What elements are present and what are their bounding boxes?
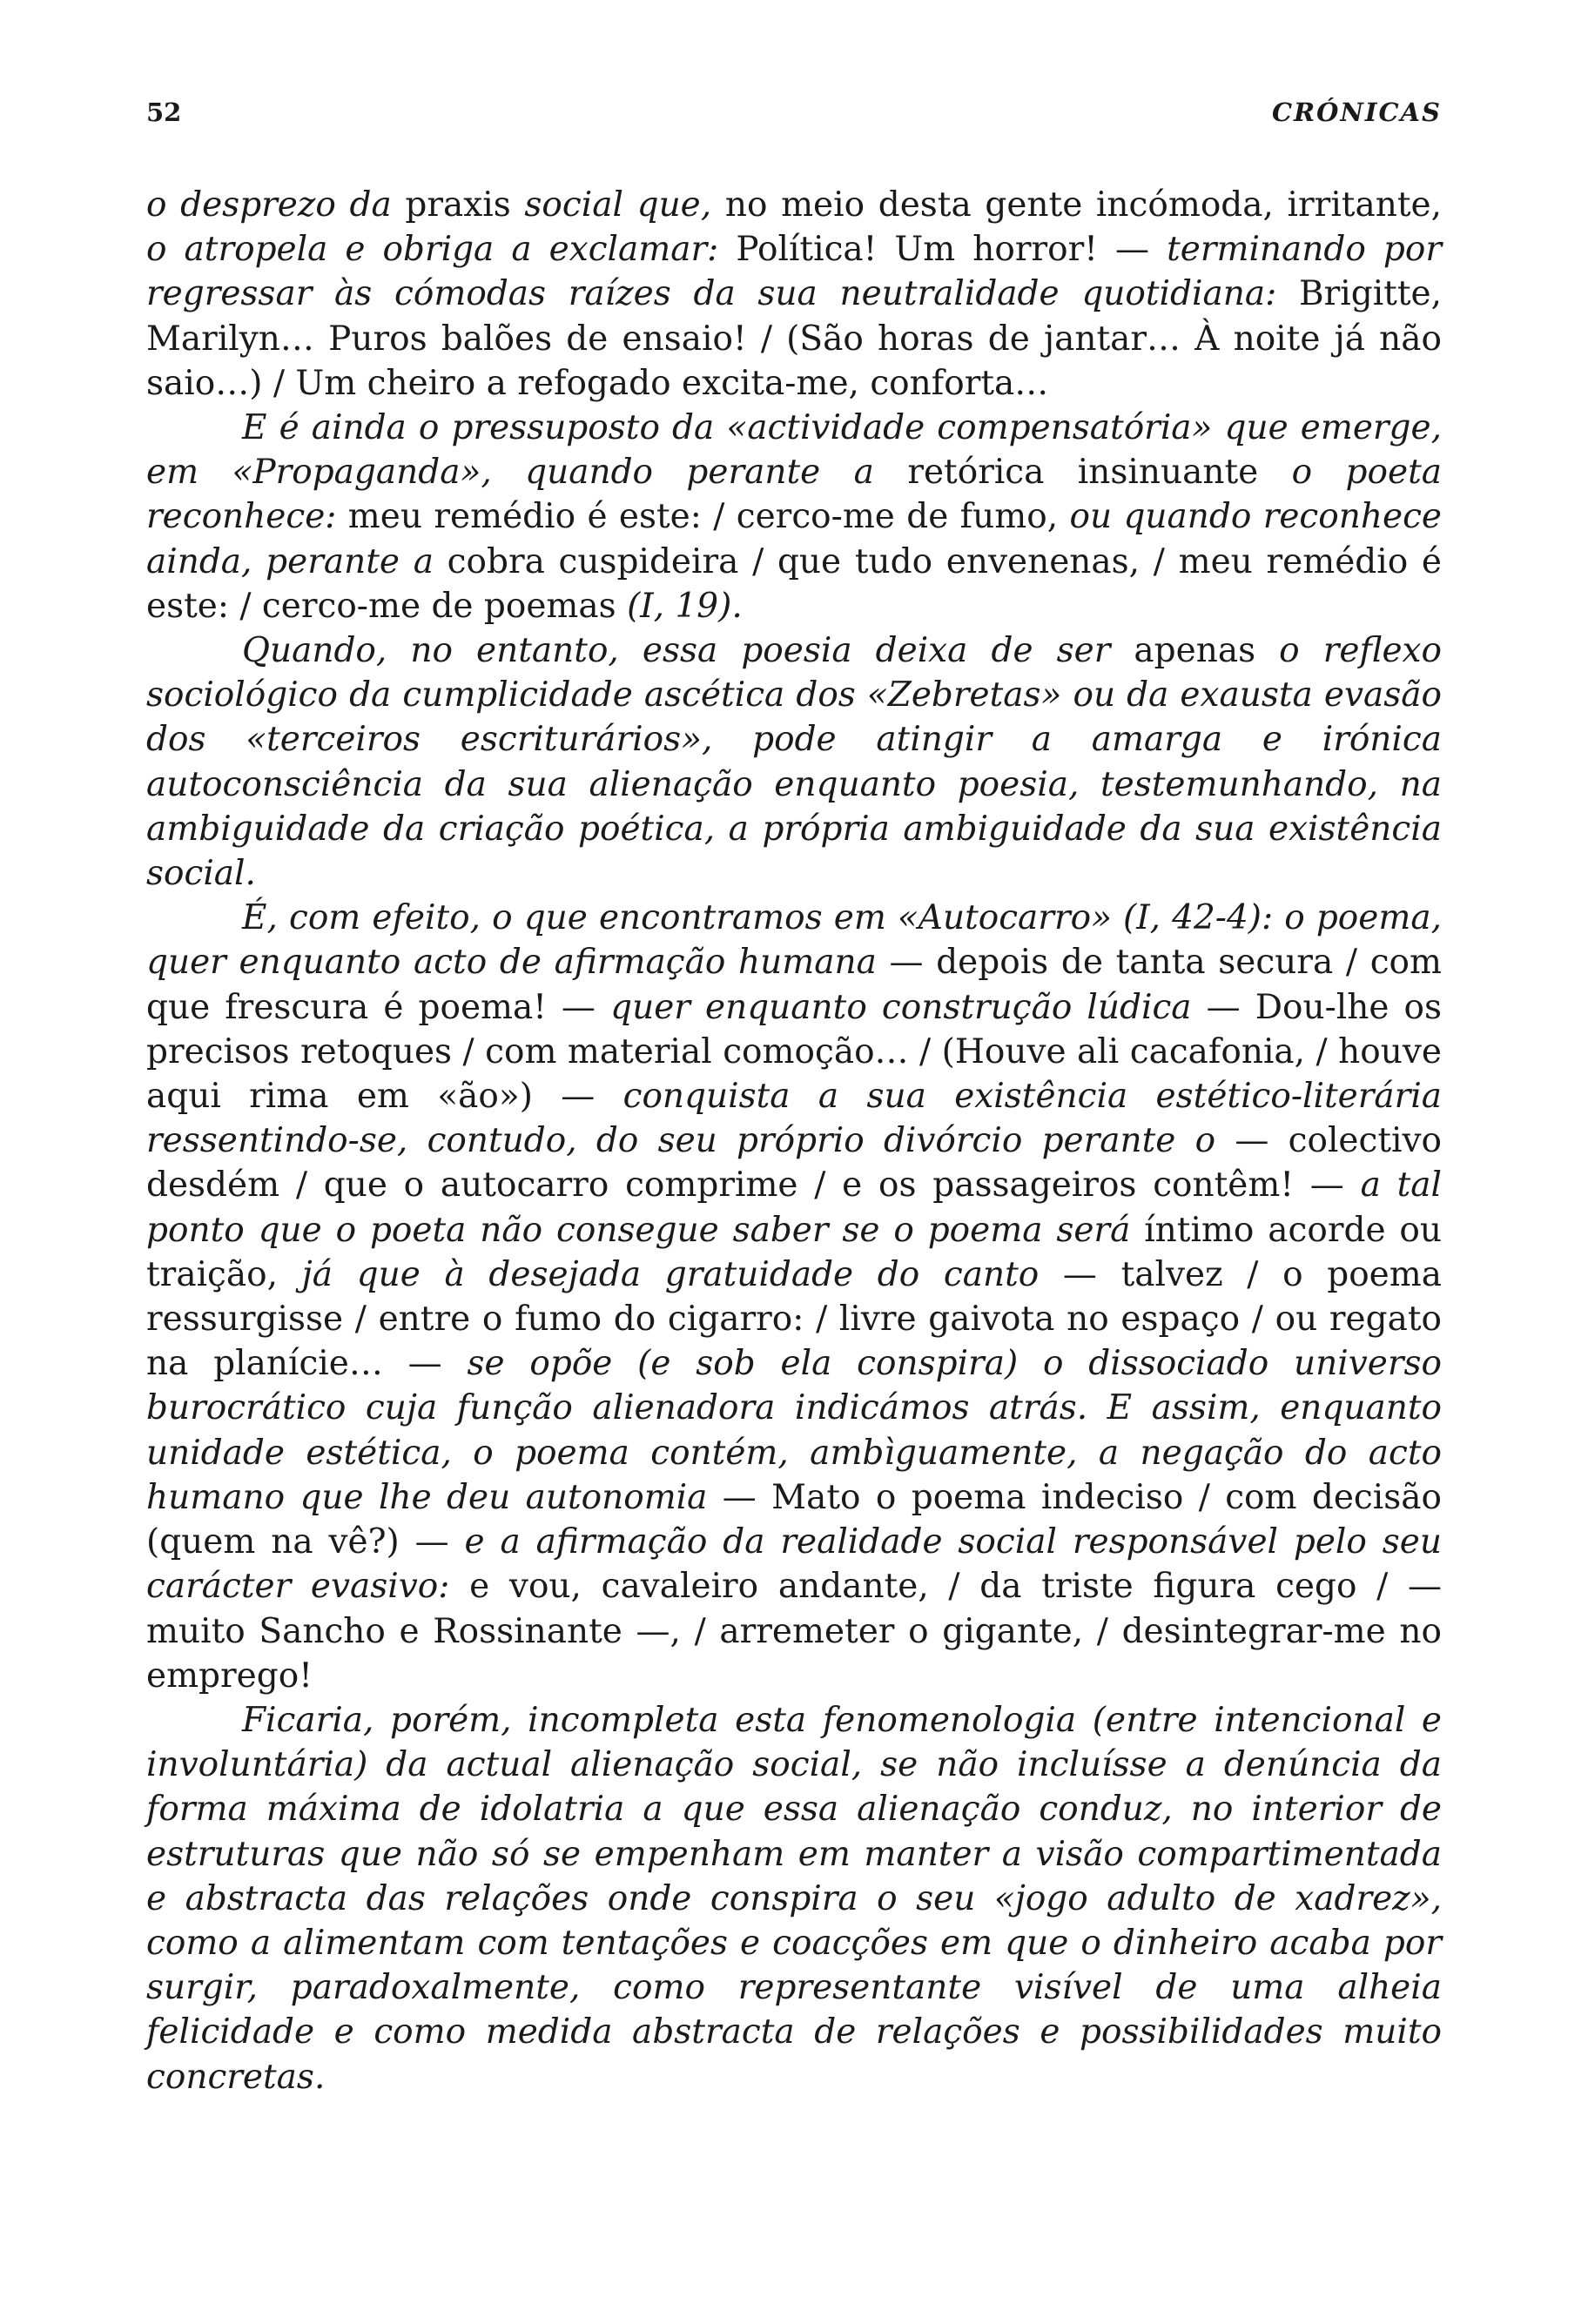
roman-text: íntimo acorde ou traição, [146, 1210, 1442, 1294]
italic-text: conquista a sua existência estético-literária ressentindo-se, contudo, do seu próprio divórcio perante o [146, 1077, 1443, 1161]
italic-text: se opõe (e sob ela conspira) o dissociado universo burocrático cuja função alienadora indicámos atrás. E assim, enquanto unidade estética, o poema contém, ambìguamente, a negação do acto humano que lhe deu autonomia [146, 1344, 1442, 1517]
italic-text: e a afirmação da realidade social responsável pelo seu carácter evasivo: [146, 1522, 1442, 1607]
roman-text: retórica insinuante [873, 453, 1292, 493]
roman-text: meu remédio é este: / cerco-me de fumo, [336, 497, 1070, 537]
roman-text: no meio desta gente incómoda, irritante, [711, 185, 1442, 225]
roman-text: e vou, cavaleiro andante, / da triste figura cego / — muito Sancho e Rossinante —, / arremeter o gigante, / desintegrar-me no emprego! [146, 1567, 1442, 1696]
roman-text: — talvez / o poema ressurgisse / entre o fumo do cigarro: / livre gaivota no espaço / ou regato na planície… — [146, 1254, 1442, 1384]
italic-text: a tal ponto que o poeta não consegue saber se o poema será [146, 1165, 1442, 1250]
roman-text: apenas [1110, 631, 1280, 671]
roman-text: Política! Um horror! — [718, 230, 1167, 270]
italic-text: já que à desejada gratuidade do canto [301, 1254, 1040, 1294]
italic-text: quer enquanto construção lúdica [610, 987, 1192, 1027]
roman-text: Brigitte, Marilyn… Puros balões de ensaio! / (São horas de jantar… À noite já não saio…) / Um cheiro a refogado excita-me, conforta… [146, 274, 1442, 403]
paragraph [146, 406, 1442, 628]
italic-text: terminando por regressar às cómodas raízes da sua neutralidade quotidiana: [146, 230, 1442, 314]
italic-text: Ficaria, porém, incompleta esta fenomenologia (entre intencional e involuntária) da actual alienação social, se não incluísse a denúncia da forma máxima de idolatria a que essa alienação conduz, no interior de estruturas que não só se empenham em manter a visão compartimentada e abstracta das relações onde conspira o seu «jogo adulto de xadrez», como a alimentam com tentações e coacções em que o dinheiro acaba por surgir, paradoxalmente, como representante visível de uma alheia felicidade e como medida abstracta de relações e possibilidades muito concretas. [146, 1700, 1442, 2097]
roman-text: — depois de tanta secura / com que frescura é poema! — [146, 943, 1442, 1027]
paragraph [146, 628, 1442, 896]
roman-text: — colectivo desdém / que o autocarro comprime / e os passageiros contêm! — [146, 1121, 1442, 1206]
roman-text: — Dou-lhe os precisos retoques / com material comoção… / (Houve ali cacafonia, / houve aqui rima em «ão») — [146, 987, 1442, 1117]
italic-text: o atropela e obriga a exclamar: [146, 230, 719, 270]
body-text [146, 183, 1442, 2099]
page-header [146, 97, 1442, 141]
italic-text: Quando, no entanto, essa poesia deixa de ser [242, 631, 1111, 671]
roman-text: cobra cuspideira / que tudo envenenas, / meu remédio é este: / cerco-me de poemas [146, 541, 1443, 626]
paragraph [146, 896, 1442, 1698]
italic-text: É, com efeito, o que encontramos em «Autocarro» (I, 42-4): o poema, quer enquanto acto de afirmação humana [146, 898, 1442, 983]
italic-text: social que, [524, 185, 712, 225]
roman-text: — Mato o poema indeciso / com decisão (quem na vê?) — [146, 1477, 1442, 1562]
paragraph [146, 1698, 1442, 2099]
paragraph [146, 183, 1442, 406]
roman-text: praxis [391, 185, 525, 225]
italic-text: (I, 19). [627, 586, 743, 626]
italic-text: o desprezo da [146, 185, 392, 225]
italic-text: ou quando reconhece ainda, perante a [146, 497, 1442, 581]
running-title: CRÓNICAS [1271, 97, 1442, 127]
italic-text: o poeta reconhece: [146, 453, 1442, 537]
italic-text: E é ainda o pressuposto da «actividade compensatória» que emerge, em «Propaganda», quando perante a [146, 408, 1442, 493]
page-number: 52 [146, 97, 182, 127]
italic-text: o reflexo sociológico da cumplicidade ascética dos «Zebretas» ou da exausta evasão dos «terceiros escriturários», pode atingir a amarga e irónica autoconsciência da sua alienação enquanto poesia, testemunhando, na ambiguidade da criação poética, a própria ambiguidade da sua existência social. [146, 631, 1443, 894]
